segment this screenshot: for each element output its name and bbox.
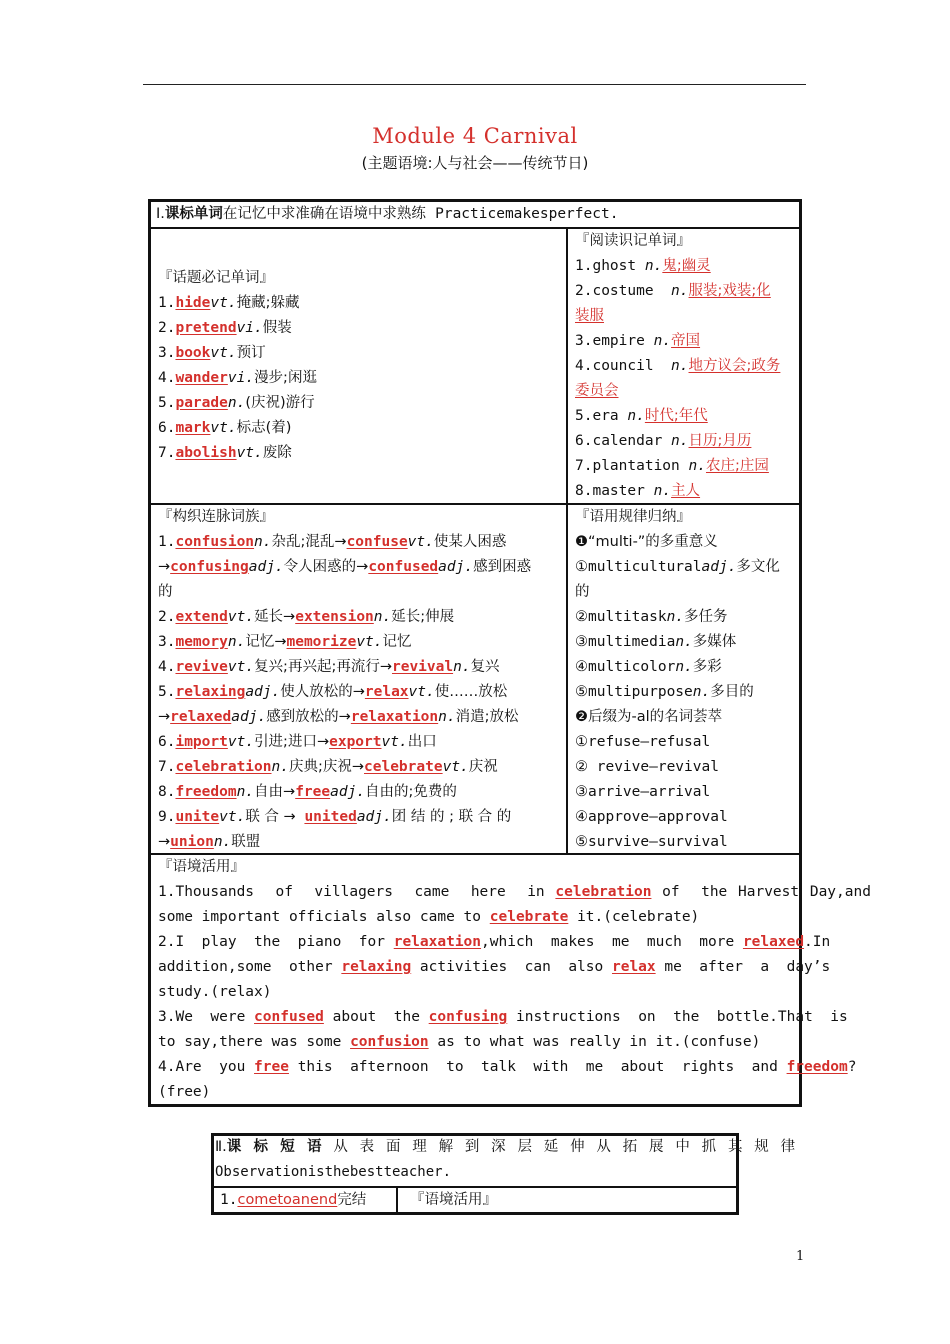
answer-word: import [175, 734, 228, 750]
meaning: 多彩 [692, 659, 722, 675]
answer-meaning: 日历;月历 [688, 433, 752, 449]
meaning: 团 结 的 ; 联 合 的 [391, 809, 512, 825]
item-number: 4. [158, 659, 176, 675]
part-of-speech: vt. [219, 809, 246, 825]
part-of-speech: n. [644, 258, 663, 274]
meaning: 使某人困惑 [433, 534, 507, 550]
meaning: 预订 [236, 345, 266, 361]
part-of-speech: n. [675, 659, 693, 675]
answer-word: confusion [350, 1034, 429, 1050]
meaning-cont: 的 [575, 584, 590, 600]
list-item [158, 416, 558, 441]
answer-word: relaxed [170, 709, 232, 725]
item-number: ② [575, 759, 588, 775]
item-number: ⑤ [575, 684, 588, 700]
word: multimedia [588, 634, 676, 650]
list-item [158, 555, 560, 580]
sentence-text: Thousands of villagers came here in [175, 884, 545, 900]
sentence-text: instructions on the bottle.That is [515, 1009, 848, 1025]
answer-word: confuse [346, 534, 408, 550]
word: costume [592, 283, 654, 299]
word: council [592, 358, 654, 374]
list-item [158, 630, 560, 655]
meaning: 延长→ [254, 609, 296, 625]
list-item [575, 354, 795, 379]
answer-word: book [175, 345, 211, 361]
item-number: 2. [158, 320, 176, 336]
sentence-text: (free) [158, 1084, 211, 1100]
part-of-speech: n. [671, 433, 689, 449]
meaning: 多任务 [684, 609, 728, 625]
part-of-speech: adj. [231, 709, 267, 725]
answer-word: celebrate [364, 759, 443, 775]
meaning: 联 合 → [245, 809, 296, 825]
meaning: 漫步;闲逛 [254, 370, 317, 386]
part-of-speech: adj. [330, 784, 366, 800]
meaning: 记忆 [382, 634, 412, 650]
sentence-text: it.(celebrate) [577, 909, 700, 925]
part-of-speech: n. [453, 659, 471, 675]
answer-word: confused [368, 559, 439, 575]
word: multitask [588, 609, 667, 625]
part-of-speech: adj. [248, 559, 284, 575]
meaning: (庆祝)游行 [245, 395, 315, 411]
answer-word: wander [175, 370, 228, 386]
meaning: 使……放松 [434, 684, 508, 700]
meaning: 消遣;放松 [455, 709, 519, 725]
reading-words-heading: 『阅读识记单词』 [575, 233, 691, 249]
word-family-block [158, 505, 560, 855]
list-item [575, 655, 797, 680]
part-of-speech: vt. [210, 295, 237, 311]
column-divider [566, 227, 568, 854]
list-item [575, 404, 795, 429]
word: plantation [592, 458, 680, 474]
sentence-line [158, 880, 871, 905]
meaning: 多媒体 [692, 634, 737, 650]
answer-word: confused [254, 1009, 324, 1025]
word-pair: revive—revival [596, 759, 719, 775]
answer-meaning: 主人 [671, 483, 701, 499]
list-item [575, 830, 797, 855]
part-of-speech: vt. [236, 445, 263, 461]
item-number: ① [575, 559, 588, 575]
meaning-cont: 的 [158, 584, 173, 600]
sentence-text: some important officials also came to [158, 909, 482, 925]
reading-words-block [575, 229, 795, 504]
list-item [575, 454, 795, 479]
item-number: 9. [158, 809, 176, 825]
part-of-speech: vt. [227, 609, 255, 625]
list-item [158, 705, 560, 730]
arrow: → [158, 709, 171, 725]
part-of-speech: n. [675, 634, 693, 650]
answer-meaning: 鬼;幽灵 [662, 258, 711, 274]
part-of-speech: vt. [210, 345, 237, 361]
meaning: 感到放松的→ [266, 709, 351, 725]
context-heading: 『语境活用』 [410, 1192, 497, 1208]
item-number: 4. [158, 370, 176, 386]
answer-meaning: 时代;年代 [644, 408, 708, 424]
answer-word: relaxed [742, 934, 805, 950]
answer-word: relax [611, 959, 656, 975]
item-number: 8. [575, 483, 593, 499]
answer-word: relaxation [350, 709, 439, 725]
list-item [575, 630, 797, 655]
sentence-line [158, 980, 794, 1005]
word-pair: approve—approval [588, 809, 728, 825]
meaning: 掩藏;躲藏 [236, 295, 300, 311]
section1-heading [156, 202, 796, 227]
item-number: 8. [158, 784, 176, 800]
meaning: 记忆→ [245, 634, 287, 650]
usage-rules-heading: 『语用规律归纳』 [575, 509, 691, 525]
word-pair: refuse—refusal [588, 734, 711, 750]
meaning: 自由的;免费的 [365, 784, 457, 800]
item-number: 1. [220, 1192, 238, 1208]
part-of-speech: vt. [407, 534, 434, 550]
meaning: 庆典;庆祝→ [288, 759, 365, 775]
answer-word: confusion [175, 534, 255, 550]
part-of-speech: vt. [356, 634, 383, 650]
list-item [575, 680, 797, 705]
sentence-text: me after a day’s [664, 959, 831, 975]
list-item [158, 316, 558, 341]
sentence-text: of the Harvest Day,and [662, 884, 871, 900]
list-item [575, 555, 797, 580]
sentence-text: ,which makes me much more [481, 934, 735, 950]
answer-word: hide [175, 295, 211, 311]
answer-word: pretend [175, 320, 237, 336]
word: empire [592, 333, 645, 349]
word: multipurpose [588, 684, 693, 700]
answer-word: united [304, 809, 357, 825]
meaning: 延长;伸展 [391, 609, 455, 625]
item-number: 1. [158, 884, 176, 900]
sentence-text: .In [804, 934, 831, 950]
item-number: ③ [575, 634, 588, 650]
part-of-speech: adj. [356, 809, 392, 825]
item-number: 4. [575, 358, 593, 374]
answer-word: confusing [170, 559, 249, 575]
sentence-text: this afternoon to talk with me about rights and [297, 1059, 778, 1075]
list-item [575, 279, 795, 304]
part-of-speech: n. [653, 483, 672, 499]
part-of-speech: vt. [227, 659, 255, 675]
meaning: 废除 [262, 445, 292, 461]
page-number: 1 [796, 1249, 805, 1264]
list-item [158, 780, 560, 805]
list-item [158, 730, 560, 755]
answer-meaning-cont: 装服 [575, 308, 604, 324]
meaning: 多目的 [710, 684, 754, 700]
list-item [575, 780, 797, 805]
item-number: 1. [575, 258, 593, 274]
list-item [158, 830, 560, 855]
page-title: Module 4 Carnival [372, 124, 578, 148]
part-of-speech: vt. [210, 420, 237, 436]
answer-word: celebration [175, 759, 272, 775]
word: era [592, 408, 619, 424]
item-number: 5. [158, 395, 176, 411]
list-item [158, 391, 558, 416]
item-number: 3. [575, 333, 593, 349]
answer-word: revival [391, 659, 454, 675]
item-number: 6. [158, 734, 176, 750]
meaning: 标志(着) [236, 420, 292, 436]
answer-word: parade [175, 395, 228, 411]
item-number: 2. [158, 934, 176, 950]
sentence-text: study.(relax) [158, 984, 272, 1000]
word: multicultural [588, 559, 702, 575]
answer-phrase: cometoanend [237, 1192, 338, 1208]
answer-word: union [170, 834, 214, 850]
part-of-speech: n. [373, 609, 392, 625]
answer-word: export [329, 734, 382, 750]
rule-group-title: ❷后缀为-al的名词荟萃 [575, 709, 723, 725]
word: multicolor [588, 659, 676, 675]
rule-group-title: ❶“multi-”的多重意义 [575, 534, 718, 550]
phrase-context-heading [410, 1188, 730, 1213]
topic-words-block [158, 266, 558, 466]
answer-word: relaxing [341, 959, 412, 975]
context-block [158, 855, 871, 1105]
item-number: 7. [158, 759, 176, 775]
answer-meaning: 帝国 [671, 333, 701, 349]
part-of-speech: n. [671, 283, 689, 299]
sentence-line [158, 930, 831, 955]
context-heading: 『语境活用』 [158, 859, 245, 875]
sentence-text: ? [847, 1059, 857, 1075]
section-motto: Observationisthebestteacher. [215, 1164, 452, 1180]
topic-words-heading: 『话题必记单词』 [158, 270, 274, 286]
meaning: 使人放松的→ [280, 684, 365, 700]
arrow: → [158, 559, 171, 575]
item-number: ③ [575, 784, 588, 800]
column-divider [396, 1187, 398, 1214]
answer-word: freedom [786, 1059, 848, 1075]
arrow: → [158, 834, 171, 850]
sentence-text: as to what was really in it.(confuse) [437, 1034, 761, 1050]
list-item [158, 605, 560, 630]
item-number: 1. [158, 295, 176, 311]
part-of-speech: n. [254, 534, 272, 550]
item-number: 3. [158, 634, 176, 650]
page-subtitle: (主题语境:人与社会——传统节日) [361, 154, 589, 172]
list-item [158, 530, 560, 555]
part-of-speech: n. [271, 759, 289, 775]
part-of-speech: adj. [245, 684, 281, 700]
answer-meaning: 农庄;庄园 [705, 458, 769, 474]
answer-word: unite [175, 809, 220, 825]
list-item [575, 805, 797, 830]
part-of-speech: n. [227, 395, 246, 411]
word-pair: survive—survival [588, 834, 728, 850]
answer-word: extend [175, 609, 228, 625]
word: master [592, 483, 645, 499]
part-of-speech: n. [227, 634, 246, 650]
meaning: 感到困惑 [473, 559, 532, 575]
answer-word: relaxation [393, 934, 482, 950]
part-of-speech: n. [666, 609, 685, 625]
section-title: 课 标 短 语 [226, 1139, 326, 1155]
list-item [575, 329, 795, 354]
answer-word: celebration [555, 884, 652, 900]
sentence-text: I play the piano for [175, 934, 385, 950]
sentence-text: activities can also [419, 959, 604, 975]
answer-word: memorize [286, 634, 357, 650]
answer-word: memory [175, 634, 228, 650]
list-item [575, 755, 797, 780]
section-description: 在记忆中求准确在语境中求熟练 [222, 206, 426, 222]
answer-word: free [295, 784, 331, 800]
item-number: 7. [575, 458, 593, 474]
sentence-text: We were [175, 1009, 246, 1025]
list-item [158, 441, 558, 466]
section-motto: Practicemakesperfect. [435, 206, 619, 222]
sentence-line [158, 1055, 857, 1080]
list-item [575, 429, 795, 454]
meaning: 令人困惑的→ [283, 559, 369, 575]
part-of-speech: vi. [236, 320, 263, 336]
item-number: 6. [158, 420, 176, 436]
answer-word: mark [175, 420, 211, 436]
item-number: ④ [575, 659, 588, 675]
part-of-speech: vi. [227, 370, 255, 386]
sentence-text: to say,there was some [158, 1034, 342, 1050]
meaning: 出口 [407, 734, 437, 750]
part-of-speech: n. [627, 408, 645, 424]
item-number: ④ [575, 809, 588, 825]
meaning: 联盟 [231, 834, 261, 850]
meaning: 庆祝 [468, 759, 498, 775]
answer-word: relaxing [175, 684, 246, 700]
list-item [575, 254, 795, 279]
usage-rules-block [575, 505, 797, 855]
part-of-speech: vt. [442, 759, 469, 775]
answer-word: celebrate [489, 909, 569, 925]
meaning: 复兴 [470, 659, 500, 675]
part-of-speech: n. [438, 709, 456, 725]
part-of-speech: adj. [701, 559, 737, 575]
item-number: 5. [158, 684, 176, 700]
item-number: 3. [158, 1009, 176, 1025]
part-of-speech: n. [236, 784, 255, 800]
part-of-speech: vt. [408, 684, 435, 700]
list-item [158, 291, 558, 316]
answer-word: revive [175, 659, 228, 675]
list-item [575, 605, 797, 630]
answer-word: relax [364, 684, 409, 700]
part-of-speech: vt. [381, 734, 408, 750]
word: ghost [592, 258, 637, 274]
sentence-line [158, 1080, 794, 1105]
answer-word: extension [295, 609, 374, 625]
sentence-line [158, 905, 794, 930]
part-of-speech: n. [692, 684, 711, 700]
sentence-line [158, 1005, 848, 1030]
list-item [158, 755, 560, 780]
answer-word: confusing [428, 1009, 508, 1025]
section-number: Ⅰ. [156, 206, 165, 222]
list-item [158, 341, 558, 366]
answer-word: freedom [175, 784, 237, 800]
item-number: ⑤ [575, 834, 588, 850]
part-of-speech: n. [653, 333, 672, 349]
item-number: ① [575, 734, 588, 750]
word-family-heading: 『构织连脉词族』 [158, 509, 274, 525]
item-number: 2. [158, 609, 176, 625]
answer-meaning: 地方议会;政务 [688, 358, 781, 374]
section-description: 从 表 面 理 解 到 深 层 延 伸 从 拓 展 中 抓 其 规 律 [333, 1139, 799, 1155]
part-of-speech: n. [213, 834, 232, 850]
meaning: 杂乱;混乱→ [271, 534, 347, 550]
answer-meaning-cont: 委员会 [575, 383, 619, 399]
item-number: 1. [158, 534, 176, 550]
list-item [158, 805, 560, 830]
word: calendar [592, 433, 663, 449]
item-number: 6. [575, 433, 593, 449]
item-number: 5. [575, 408, 593, 424]
header-rule [143, 84, 806, 85]
item-number: ② [575, 609, 588, 625]
item-number: 3. [158, 345, 176, 361]
meaning: 多文化 [736, 559, 780, 575]
sentence-line [158, 955, 831, 980]
item-number: 4. [158, 1059, 176, 1075]
list-item [575, 479, 795, 504]
meaning: 自由→ [254, 784, 296, 800]
meaning: 复兴;再兴起;再流行→ [254, 659, 392, 675]
section2-heading [215, 1135, 799, 1185]
meaning: 引进;进口→ [254, 734, 330, 750]
list-item [158, 680, 560, 705]
section-title: 课标单词 [164, 206, 223, 222]
meaning: 完结 [337, 1192, 367, 1208]
sentence-line [158, 1030, 794, 1055]
list-item [158, 366, 558, 391]
sentence-text: about the [332, 1009, 420, 1025]
section-number: Ⅱ. [215, 1139, 227, 1155]
item-number: 2. [575, 283, 593, 299]
sentence-text: addition,some other [158, 959, 333, 975]
part-of-speech: vt. [227, 734, 255, 750]
phrase-item [220, 1188, 390, 1213]
answer-meaning: 服装;戏装;化 [688, 283, 771, 299]
sentence-text: Are you [175, 1059, 246, 1075]
answer-word: free [254, 1059, 289, 1075]
part-of-speech: n. [688, 458, 706, 474]
answer-word: abolish [175, 445, 237, 461]
part-of-speech: adj. [438, 559, 474, 575]
list-item [575, 730, 797, 755]
list-item [158, 655, 560, 680]
item-number: 7. [158, 445, 176, 461]
meaning: 假装 [262, 320, 292, 336]
word-pair: arrive—arrival [588, 784, 711, 800]
part-of-speech: n. [671, 358, 689, 374]
